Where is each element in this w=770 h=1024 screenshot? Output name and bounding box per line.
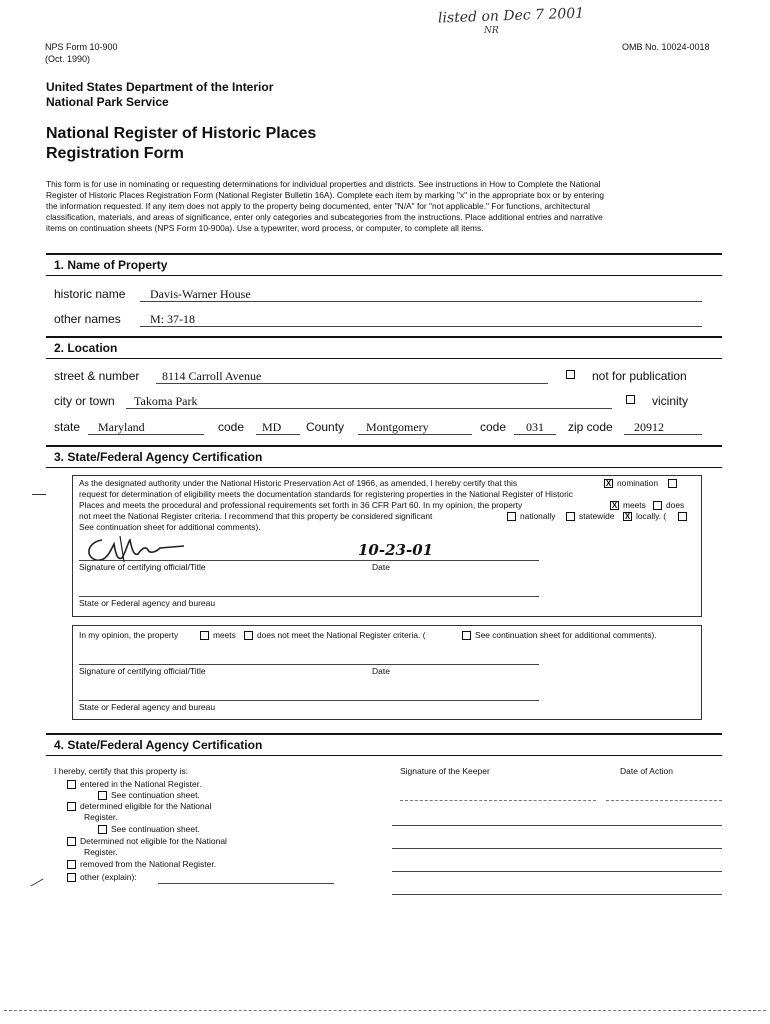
city-label: city or town bbox=[54, 394, 115, 408]
page-bottom-edge bbox=[4, 1010, 766, 1011]
nationally-label: nationally bbox=[520, 511, 556, 521]
opinion-meets-checkbox[interactable] bbox=[200, 631, 209, 640]
state-field[interactable]: Maryland bbox=[98, 420, 145, 434]
keeper-line-1 bbox=[400, 800, 596, 801]
margin-mark-left-1 bbox=[32, 494, 46, 495]
eligible-continuation-label: See continuation sheet. bbox=[111, 824, 200, 834]
opinion-does-not-meet-checkbox[interactable] bbox=[244, 631, 253, 640]
county-underline bbox=[358, 434, 472, 435]
entered-checkbox[interactable] bbox=[67, 780, 76, 789]
property-does-not-meet-checkbox[interactable] bbox=[653, 501, 662, 510]
section4-top-rule bbox=[46, 733, 722, 735]
city-field[interactable]: Takoma Park bbox=[134, 394, 198, 408]
city-underline bbox=[126, 408, 612, 409]
department-name: United States Department of the Interior bbox=[46, 80, 274, 94]
cert-line-1: As the designated authority under the National Historic Preservation Act of 1966, as amended, I hereby certify that this bbox=[79, 478, 518, 488]
cert-line-2: request for determination of eligibility meets the documentation standards for registering properties in the National Register of Historic bbox=[79, 489, 573, 499]
opinion-does-not-label: does not meet the National Register criteria. ( bbox=[257, 630, 426, 640]
nationally-checkbox[interactable] bbox=[507, 512, 516, 521]
historic-name-field[interactable]: Davis-Warner House bbox=[150, 287, 251, 301]
county-code-label: code bbox=[480, 420, 507, 434]
bureau-line-1 bbox=[79, 596, 539, 597]
keeper-line-5 bbox=[392, 894, 722, 895]
keeper-signature-label: Signature of the Keeper bbox=[400, 766, 490, 776]
county-code-underline bbox=[514, 434, 556, 435]
date-of-action-label: Date of Action bbox=[620, 766, 673, 776]
margin-mark-left-2 bbox=[31, 879, 44, 887]
opinion-meets-label: meets bbox=[213, 630, 236, 640]
street-label: street & number bbox=[54, 369, 140, 383]
instructions-line-2: Register of Historic Places Registration Form (National Register Bulletin 16A). Complete each item by marking "x" in the appropriate box or by entering bbox=[46, 190, 605, 200]
section1-heading: 1. Name of Property bbox=[54, 258, 168, 272]
eligible-continuation-checkbox[interactable] bbox=[98, 825, 107, 834]
signature-line-2 bbox=[79, 664, 539, 665]
other-explain-line bbox=[158, 883, 334, 884]
bureau-label-2: State or Federal agency and bureau bbox=[79, 702, 216, 712]
form-title-line2: Registration Form bbox=[46, 145, 184, 162]
keeper-line-4 bbox=[392, 871, 722, 872]
section2-top-rule bbox=[46, 336, 722, 338]
bureau-label-1: State or Federal agency and bureau bbox=[79, 598, 216, 608]
not-eligible-label-cont: Register. bbox=[84, 847, 118, 857]
county-field[interactable]: Montgomery bbox=[366, 420, 429, 434]
zip-label: zip code bbox=[568, 420, 613, 434]
other-checkbox[interactable] bbox=[67, 873, 76, 882]
section1-top-rule bbox=[46, 253, 722, 255]
instructions-line-5: items on continuation sheets (NPS Form 10-900a). Use a typewriter, word process, or computer, to complete all items. bbox=[46, 223, 484, 233]
historic-name-label: historic name bbox=[54, 287, 126, 301]
other-label: other (explain): bbox=[80, 872, 137, 882]
other-names-underline bbox=[140, 326, 702, 327]
opinion-see-label: See continuation sheet for additional comments). bbox=[475, 630, 657, 640]
instructions-line-1: This form is for use in nominating or requesting determinations for individual properties and districts. See instructions in How to Complete the National bbox=[46, 179, 601, 189]
locally-label: locally. ( bbox=[636, 511, 667, 521]
section3-top-rule bbox=[46, 445, 722, 447]
keeper-line-3 bbox=[392, 848, 722, 849]
signature-line-1 bbox=[79, 560, 539, 561]
continuation-sheet-checkbox[interactable] bbox=[678, 512, 687, 521]
not-for-publication-checkbox[interactable] bbox=[566, 370, 575, 379]
county-code-field[interactable]: 031 bbox=[526, 420, 544, 434]
certification-date-value: 10-23-01 bbox=[358, 541, 434, 559]
removed-label: removed from the National Register. bbox=[80, 859, 217, 869]
section2-heading: 2. Location bbox=[54, 341, 118, 355]
other-names-field[interactable]: M: 37-18 bbox=[150, 312, 195, 326]
vicinity-checkbox[interactable] bbox=[626, 395, 635, 404]
form-title-line1: National Register of Historic Places bbox=[46, 125, 317, 142]
street-underline bbox=[156, 383, 548, 384]
historic-name-underline bbox=[140, 301, 702, 302]
section3-heading: 3. State/Federal Agency Certification bbox=[54, 450, 263, 464]
instructions-line-3: the information requested. If any item does not apply to the property being documented, enter "N/A" for "not applicable." For functions, architectural bbox=[46, 201, 591, 211]
not-eligible-label: Determined not eligible for the National bbox=[80, 836, 227, 846]
section1-heading-rule bbox=[46, 275, 722, 276]
nomination-label: nomination bbox=[617, 478, 658, 488]
nomination-checkbox[interactable]: X bbox=[605, 479, 612, 488]
section3-heading-rule bbox=[46, 467, 722, 468]
state-code-field[interactable]: MD bbox=[262, 420, 282, 434]
determined-eligible-label-cont: Register. bbox=[84, 812, 118, 822]
opinion-text: In my opinion, the property bbox=[79, 630, 179, 640]
service-name: National Park Service bbox=[46, 95, 169, 109]
entered-continuation-label: See continuation sheet. bbox=[111, 790, 200, 800]
vicinity-label: vicinity bbox=[652, 394, 689, 408]
other-names-label: other names bbox=[54, 312, 121, 326]
locally-checkbox[interactable]: X bbox=[624, 512, 631, 521]
form-date: (Oct. 1990) bbox=[45, 54, 91, 64]
opinion-continuation-checkbox[interactable] bbox=[462, 631, 471, 640]
county-label: County bbox=[306, 420, 345, 434]
removed-checkbox[interactable] bbox=[67, 860, 76, 869]
cert-line-4: not meet the National Register criteria. I recommend that this property be considered significant bbox=[79, 511, 433, 521]
does-label: does bbox=[666, 500, 685, 510]
determined-eligible-checkbox[interactable] bbox=[67, 802, 76, 811]
date-label-1: Date bbox=[372, 562, 390, 572]
date-label-2: Date bbox=[372, 666, 390, 676]
signature-label-1: Signature of certifying official/Title bbox=[79, 562, 206, 572]
state-label: state bbox=[54, 420, 81, 434]
section4-heading-rule bbox=[46, 755, 722, 756]
determined-eligible-label: determined eligible for the National bbox=[80, 801, 212, 811]
statewide-label: statewide bbox=[579, 511, 615, 521]
state-code-underline bbox=[256, 434, 300, 435]
statewide-checkbox[interactable] bbox=[566, 512, 575, 521]
action-line-1 bbox=[606, 800, 722, 801]
property-meets-checkbox[interactable]: X bbox=[611, 501, 618, 510]
not-eligible-checkbox[interactable] bbox=[67, 837, 76, 846]
handwritten-listing-note-sub: NR bbox=[484, 26, 499, 36]
section4-intro: I hereby, certify that this property is: bbox=[54, 766, 189, 776]
omb-number: OMB No. 10024-0018 bbox=[622, 42, 710, 52]
signature-label-2: Signature of certifying official/Title bbox=[79, 666, 206, 676]
section4-heading: 4. State/Federal Agency Certification bbox=[54, 738, 263, 752]
not-for-publication-label: not for publication bbox=[592, 369, 687, 383]
zip-field[interactable]: 20912 bbox=[634, 420, 664, 434]
state-underline bbox=[88, 434, 204, 435]
section2-heading-rule bbox=[46, 358, 722, 359]
cert-line-5: See continuation sheet for additional comments). bbox=[79, 522, 261, 532]
handwritten-listing-note: listed on Dec 7 2001 bbox=[437, 5, 585, 27]
meets-label: meets bbox=[623, 500, 646, 510]
state-code-label: code bbox=[218, 420, 245, 434]
instructions-line-4: classification, materials, and areas of significance, enter only categories and subcategories from the instructions. Place additional entries and narrative bbox=[46, 212, 603, 222]
entered-continuation-checkbox[interactable] bbox=[98, 791, 107, 800]
street-field[interactable]: 8114 Carroll Avenue bbox=[162, 369, 262, 383]
bureau-line-2 bbox=[79, 700, 539, 701]
keeper-line-2 bbox=[392, 825, 722, 826]
zip-underline bbox=[624, 434, 702, 435]
cert-line-3: Places and meets the procedural and professional requirements set forth in 36 CFR Part 60. In my opinion, the property bbox=[79, 500, 523, 510]
eligibility-request-checkbox[interactable] bbox=[668, 479, 677, 488]
entered-label: entered in the National Register. bbox=[80, 779, 202, 789]
form-number: NPS Form 10-900 bbox=[45, 42, 118, 52]
